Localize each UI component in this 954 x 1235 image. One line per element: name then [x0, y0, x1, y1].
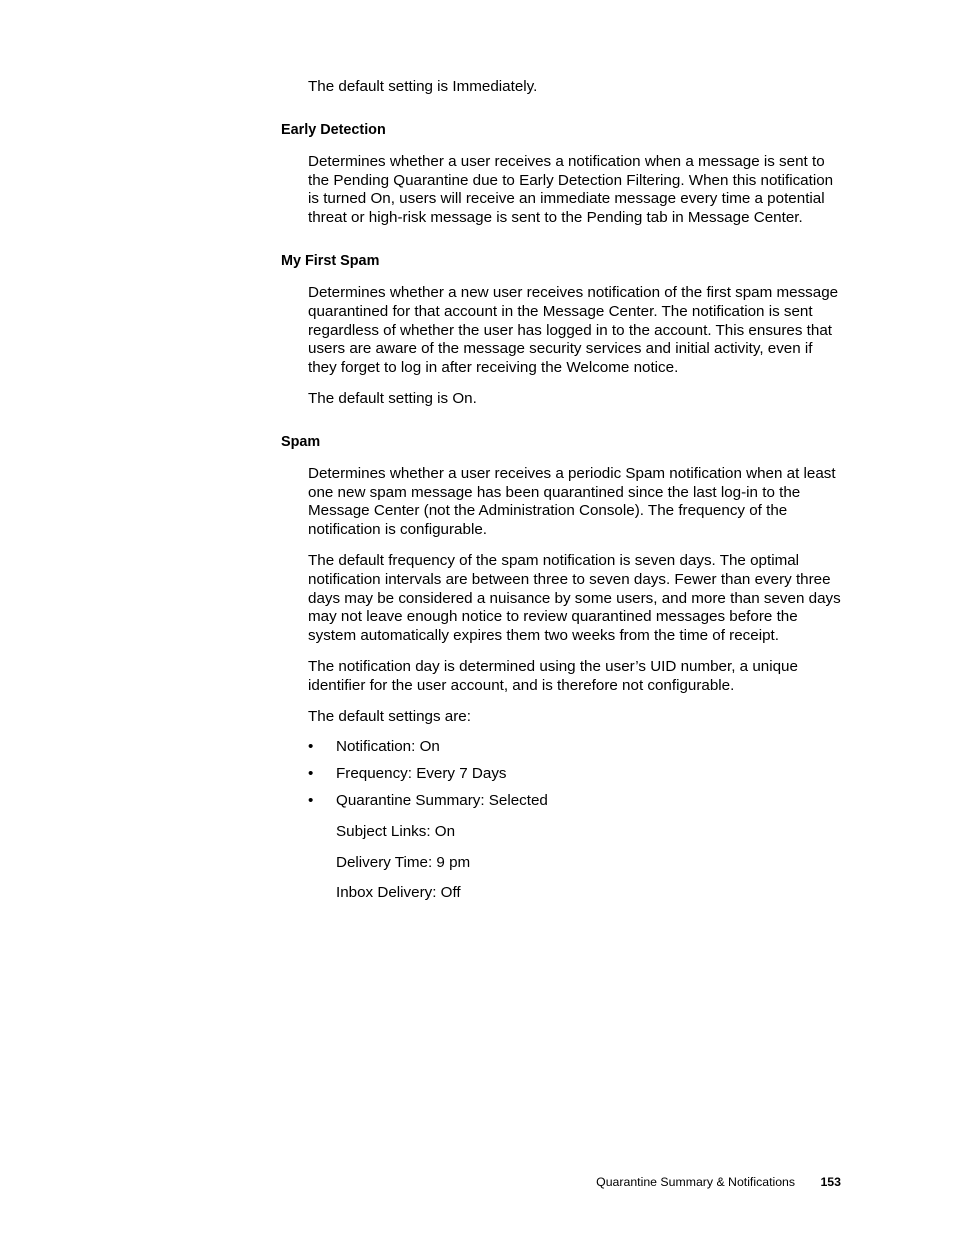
my-first-spam-default: The default setting is On.: [308, 389, 477, 407]
early-detection-heading: Early Detection: [281, 121, 386, 138]
early-detection-paragraph: Determines whether a user receives a notification when a message is sent to the Pending Quarantine due to Early Detection Filtering. When this notification is turned On, users will receive an immediate message every time a potential threat or high-risk message is sent to the Pending tab in Message Center.: [308, 152, 834, 227]
page-footer: [596, 1174, 841, 1190]
spam-defaults-list: [308, 738, 844, 810]
page-content: [281, 78, 846, 915]
list-item: [308, 792, 844, 811]
spam-defaults-intro: The default settings are:: [308, 707, 471, 725]
delivery-time-setting: Delivery Time: 9 pm: [336, 853, 471, 871]
spam-paragraph-3: The notification day is determined using the user’s UID number, a unique identifier for the user account, and is therefore not configurable.: [308, 657, 798, 694]
bullet-icon: •: [308, 791, 314, 809]
list-item-text: Notification: On: [336, 738, 440, 756]
intro-default-setting: The default setting is Immediately.: [308, 78, 538, 95]
spam-paragraph-1: Determines whether a user receives a periodic Spam notification when at least one new spam message has been quarantined since the last log-in to the Message Center (not the Administration Console). The frequency of the notification is configurable.: [308, 464, 836, 539]
spam-paragraph-2: The default frequency of the spam notification is seven days. The optimal notification intervals are between three to seven days. Fewer than every three days may be considered a nuisance by some users, and more than seven days may not leave enough notice to review quarantined messages before the system automatically expires them two weeks from the time of receipt.: [308, 551, 841, 645]
bullet-icon: •: [308, 738, 314, 756]
my-first-spam-paragraph: Determines whether a new user receives notification of the first spam message quarantined for that account in the Message Center. The notification is sent regardless of whether the user has logged in to the account. This ensures that users are aware of the message security services and initial activity, even if they forget to log in after receiving the Welcome notice.: [308, 283, 839, 377]
list-item-text: Quarantine Summary: Selected: [336, 791, 548, 809]
bullet-icon: •: [308, 765, 314, 783]
my-first-spam-heading: My First Spam: [281, 252, 380, 269]
page-number: 153: [820, 1175, 841, 1189]
list-item: [308, 738, 844, 757]
inbox-delivery-setting: Inbox Delivery: Off: [336, 884, 461, 902]
spam-heading: Spam: [281, 433, 321, 450]
list-item: [308, 765, 844, 784]
footer-section-title: Quarantine Summary & Notifications: [596, 1175, 796, 1189]
subject-links-setting: Subject Links: On: [336, 822, 456, 840]
list-item-text: Frequency: Every 7 Days: [336, 765, 507, 783]
